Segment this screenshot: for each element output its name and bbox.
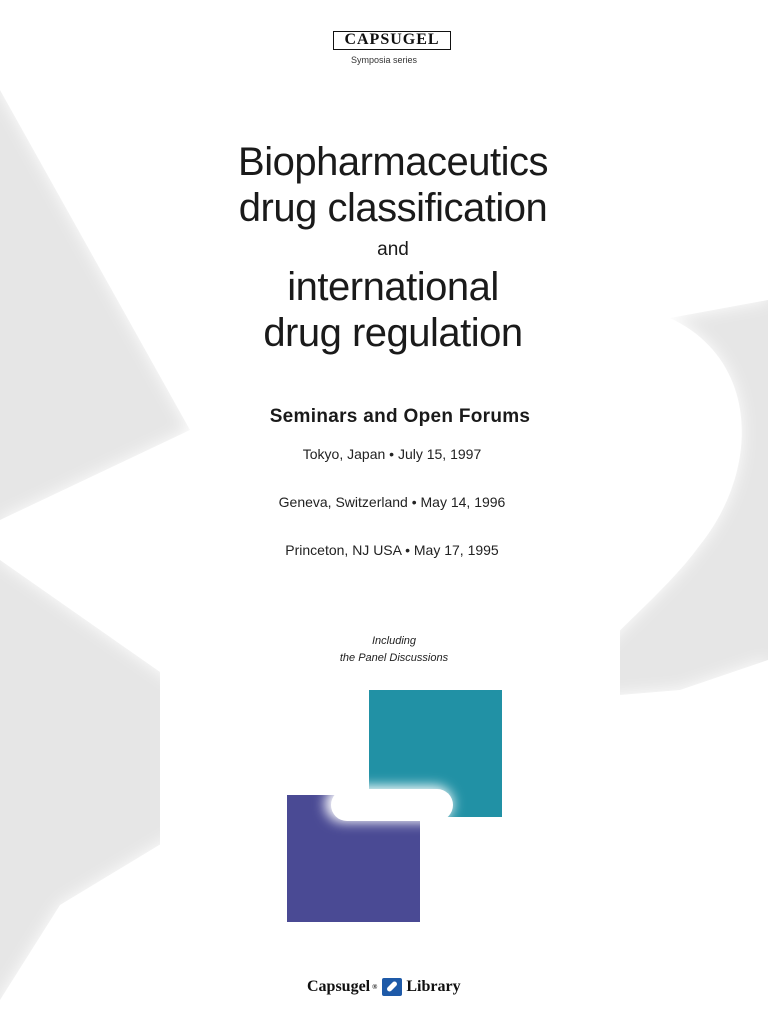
including-note [0, 633, 768, 667]
capsugel-library-logo [307, 976, 461, 998]
footer-library: Library [406, 978, 461, 995]
title-line-1: Biopharmaceutics [238, 140, 548, 184]
series-label: Symposia series [350, 55, 418, 65]
title-conjunction: and [377, 239, 409, 260]
title-line-4: drug regulation [263, 311, 523, 355]
capsule-icon [382, 978, 402, 996]
title-line-2: drug classification [238, 186, 548, 230]
capsugel-logo: CAPSUGEL [333, 31, 451, 50]
capsule-shape [331, 789, 453, 821]
event-geneva: Geneva, Switzerland • May 14, 1996 [278, 494, 506, 510]
title-line-3: international [287, 265, 499, 309]
event-tokyo: Tokyo, Japan • July 15, 1997 [302, 446, 482, 462]
including-line-2: the Panel Discussions [339, 652, 449, 664]
event-princeton: Princeton, NJ USA • May 17, 1995 [285, 542, 499, 558]
footer-brand: Capsugel [307, 978, 371, 995]
subtitle: Seminars and Open Forums [269, 406, 531, 427]
registered-mark: ® [372, 983, 378, 991]
including-line-1: Including [371, 635, 417, 647]
